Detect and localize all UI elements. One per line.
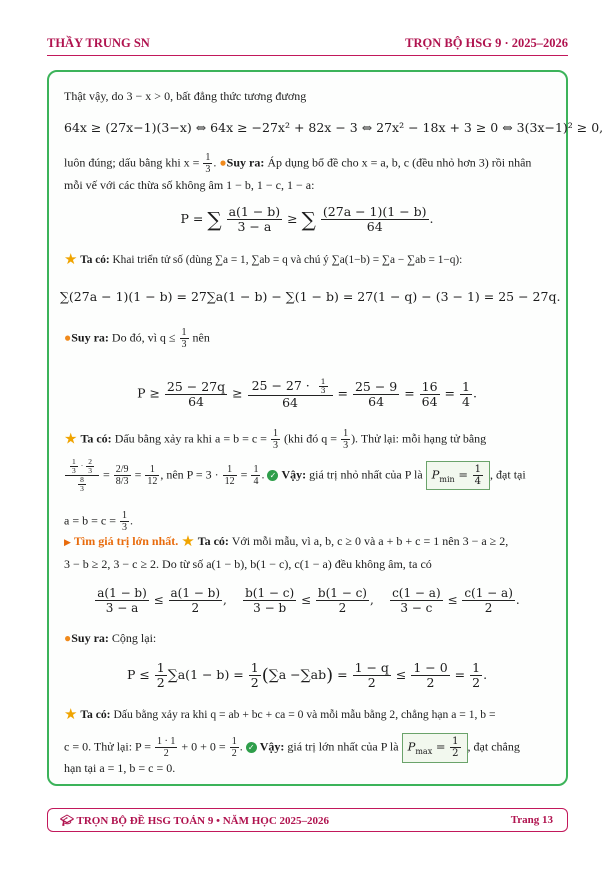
text-line-11: 3 − b ≥ 2, 3 − c ≥ 2. Do từ số a(1 − b), b(1 − c), c(1 − a) đều không âm, ta có — [64, 557, 432, 571]
equation-lower-bound: P ≥ $\frac{25 - 27q}{64}$ ≥ 25 − 27 · $\frac{1}{3}$ 64 = $\frac{25 - 9}{64}$ = $\frac{16}{64}$ = $\frac{1}{4}$ . — [137, 377, 477, 410]
fraction: 25 − 27 · $\frac{1}{3}$ 64 — [248, 378, 333, 410]
text-line-12: ●Suy ra: Cộng lại: — [64, 631, 157, 645]
sum-symbol: ∑ — [207, 207, 222, 232]
text-line-9: a = b = c = $\frac{1}{3}$ . — [64, 510, 133, 533]
star-icon: ★ — [64, 252, 78, 268]
fraction: $\frac{a(1 - b)}{3 - a}$ — [228, 204, 281, 234]
text-line-6: ●Suy ra: Do đó, vì q ≤ $\frac{1}{3}$ nên — [64, 327, 210, 350]
bulb-icon: ● — [64, 330, 72, 345]
equation-bound: 64x ≥ (27x−1)(3−x) ⇔ 64x ≥ −27x² + 82x − 3 ⇔ 27x² − 18x + 3 ≥ 0 ⇔ 3(3x−1)² ≥ 0, — [64, 120, 604, 135]
fraction: $\frac{1}{12}$ — [224, 464, 235, 487]
bulb-icon: ● — [219, 155, 227, 170]
sum-symbol: ∑ — [301, 207, 316, 232]
equation-expand: ∑(27a − 1)(1 − b) = 27∑a(1 − b) − ∑(1 − b) = 27(1 − q) − (3 − 1) = 25 − 27q. — [60, 289, 561, 304]
equation-upper-bound: P ≤ $\frac{1}{2}$ ∑a(1 − b) = $\frac{1}{2}$ (∑a −∑ab) = $\frac{1 - q}{2}$ ≤ $\frac{1 - 0}{2}$ = $\frac{1}{2}$ . — [126, 660, 488, 690]
equation-sum-bound: P = ∑ $\frac{a(1 - b)}{3 - a}$ ≥ ∑ $\frac{(27a - 1)(1 - b)}{64}$ . — [180, 204, 434, 234]
fraction: $\frac{1}{4}$ — [461, 378, 470, 409]
fraction: $\frac{25 - 9}{64}$ — [354, 378, 398, 409]
text-line-4: mỗi vế với các thừa số không âm 1 − b, 1 − c, 1 − a: — [64, 178, 315, 192]
check-icon: ✓ — [246, 742, 257, 753]
fraction: $\frac{1}{12}$ — [147, 464, 158, 487]
section-title-max: Tìm giá trị lớn nhất. — [73, 534, 179, 548]
fraction: $\frac{1}{3}$ — [121, 510, 127, 533]
text-line-13: ★ Ta có: Dấu bằng xảy ra khi q = ab + bc + ca = 0 và mỗi mẫu bằng 2, chẳng hạn a = 1, b = — [64, 707, 496, 723]
header-series: TRỌN BỘ HSG 9 · 2025–2026 — [405, 36, 568, 50]
text-line-15: hạn tại a = 1, b = c = 0. — [64, 761, 176, 775]
text-line-1: Thật vậy, do 3 − x > 0, bất đẳng thức tương đương — [64, 89, 307, 103]
page-footer — [47, 808, 568, 832]
triangle-bullet-icon: ▶ — [64, 537, 71, 547]
fraction: $\frac{2/9}{8/3}$ — [115, 464, 129, 487]
text-line-7: ★ Ta có: Dấu bằng xảy ra khi a = b = c = $\frac{1}{3}$ (khi đó q = $\frac{1}{3}$ ). Thử lại: mỗi hạng tử bằng — [64, 428, 487, 451]
answer-box-min: $P_{min}$ = $\frac{1}{4}$ — [426, 461, 490, 491]
text-line-8: $\frac{1}{3}$ · $\frac{2}{3}$ $\frac{8}{3}$ = $\frac{2/9}{8/3}$ = $\frac{1}{12}$ , nên P = 3 · $\frac{1}{12}$ = $\frac{1}{4}$ . ✓ Vậy: giá trị nhỏ nhất của P là $P_{min}$ = $\frac{1}{4}$ , đạt tại — [64, 458, 554, 493]
star-icon: ★ — [64, 707, 78, 723]
nested-fraction: $\frac{1}{3}$ · $\frac{2}{3}$ $\frac{8}{3}$ — [65, 458, 99, 493]
star-icon: ★ — [64, 431, 78, 448]
footer-title: 🎓︎ TRỌN BỘ ĐỀ HSG TOÁN 9 • NĂM HỌC 2025–2026 — [60, 815, 330, 827]
answer-box-max: $P_{max}$ = $\frac{1}{2}$ — [402, 733, 468, 763]
header-divider — [47, 55, 568, 56]
page-header — [47, 36, 568, 52]
check-icon: ✓ — [267, 470, 278, 481]
fraction: $\frac{1}{3}$ — [343, 428, 349, 451]
graduation-cap-icon: 🎓︎ — [60, 815, 74, 827]
page-number: Trang 13 — [510, 814, 553, 826]
text-line-3: luôn đúng; dấu bằng khi x = $\frac{1}{3}$ . ●Suy ra: Áp dụng bổ đề cho x = a, b, c (đều nhỏ hơn 3) rồi nhân — [64, 152, 532, 175]
fraction: $\frac{1}{3}$ — [181, 327, 187, 350]
fraction: $\frac{25 - 27q}{64}$ — [166, 378, 226, 409]
text-line-10: ▶ Tìm giá trị lớn nhất. ★ Ta có: Với mỗi mẫu, vì a, b, c ≥ 0 và a + b + c = 1 nên 3 − a ≥ 2, — [64, 534, 509, 550]
star-icon: ★ — [181, 534, 195, 550]
equation-denominators: $\frac{a(1 - b)}{3 - a}$ ≤ $\frac{a(1 - b)}{2}$ , $\frac{b(1 - c)}{3 - b}$ ≤ $\frac{b(1 - c)}{2}$ , $\frac{c(1 - a)}{3 - c}$ ≤ $\frac{c(1 - a)}{2}$ . — [97, 586, 520, 615]
fraction: $\frac{1}{4}$ — [253, 464, 259, 487]
header-author: THẦY TRUNG SN — [47, 36, 150, 50]
fraction: $\frac{1}{3}$ — [205, 152, 211, 175]
fraction: $\frac{(27a - 1)(1 - b)}{64}$ — [322, 204, 427, 234]
text-line-14: c = 0. Thử lại: P = $\frac{1 \cdot 1}{2}$ + 0 + 0 = $\frac{1}{2}$ . ✓ Vậy: giá trị lớn nhất của P là $P_{max}$ = $\frac{1}{2}$ , đạt chẳng — [64, 733, 554, 763]
text-line-5: ★ Ta có: Khai triển tử số (dùng ∑a = 1, ∑ab = q và chú ý ∑a(1−b) = ∑a − ∑ab = 1−q): — [64, 252, 463, 268]
fraction: $\frac{16}{64}$ — [421, 378, 438, 409]
fraction: $\frac{1}{3}$ — [272, 428, 278, 451]
bulb-icon: ● — [64, 631, 72, 645]
